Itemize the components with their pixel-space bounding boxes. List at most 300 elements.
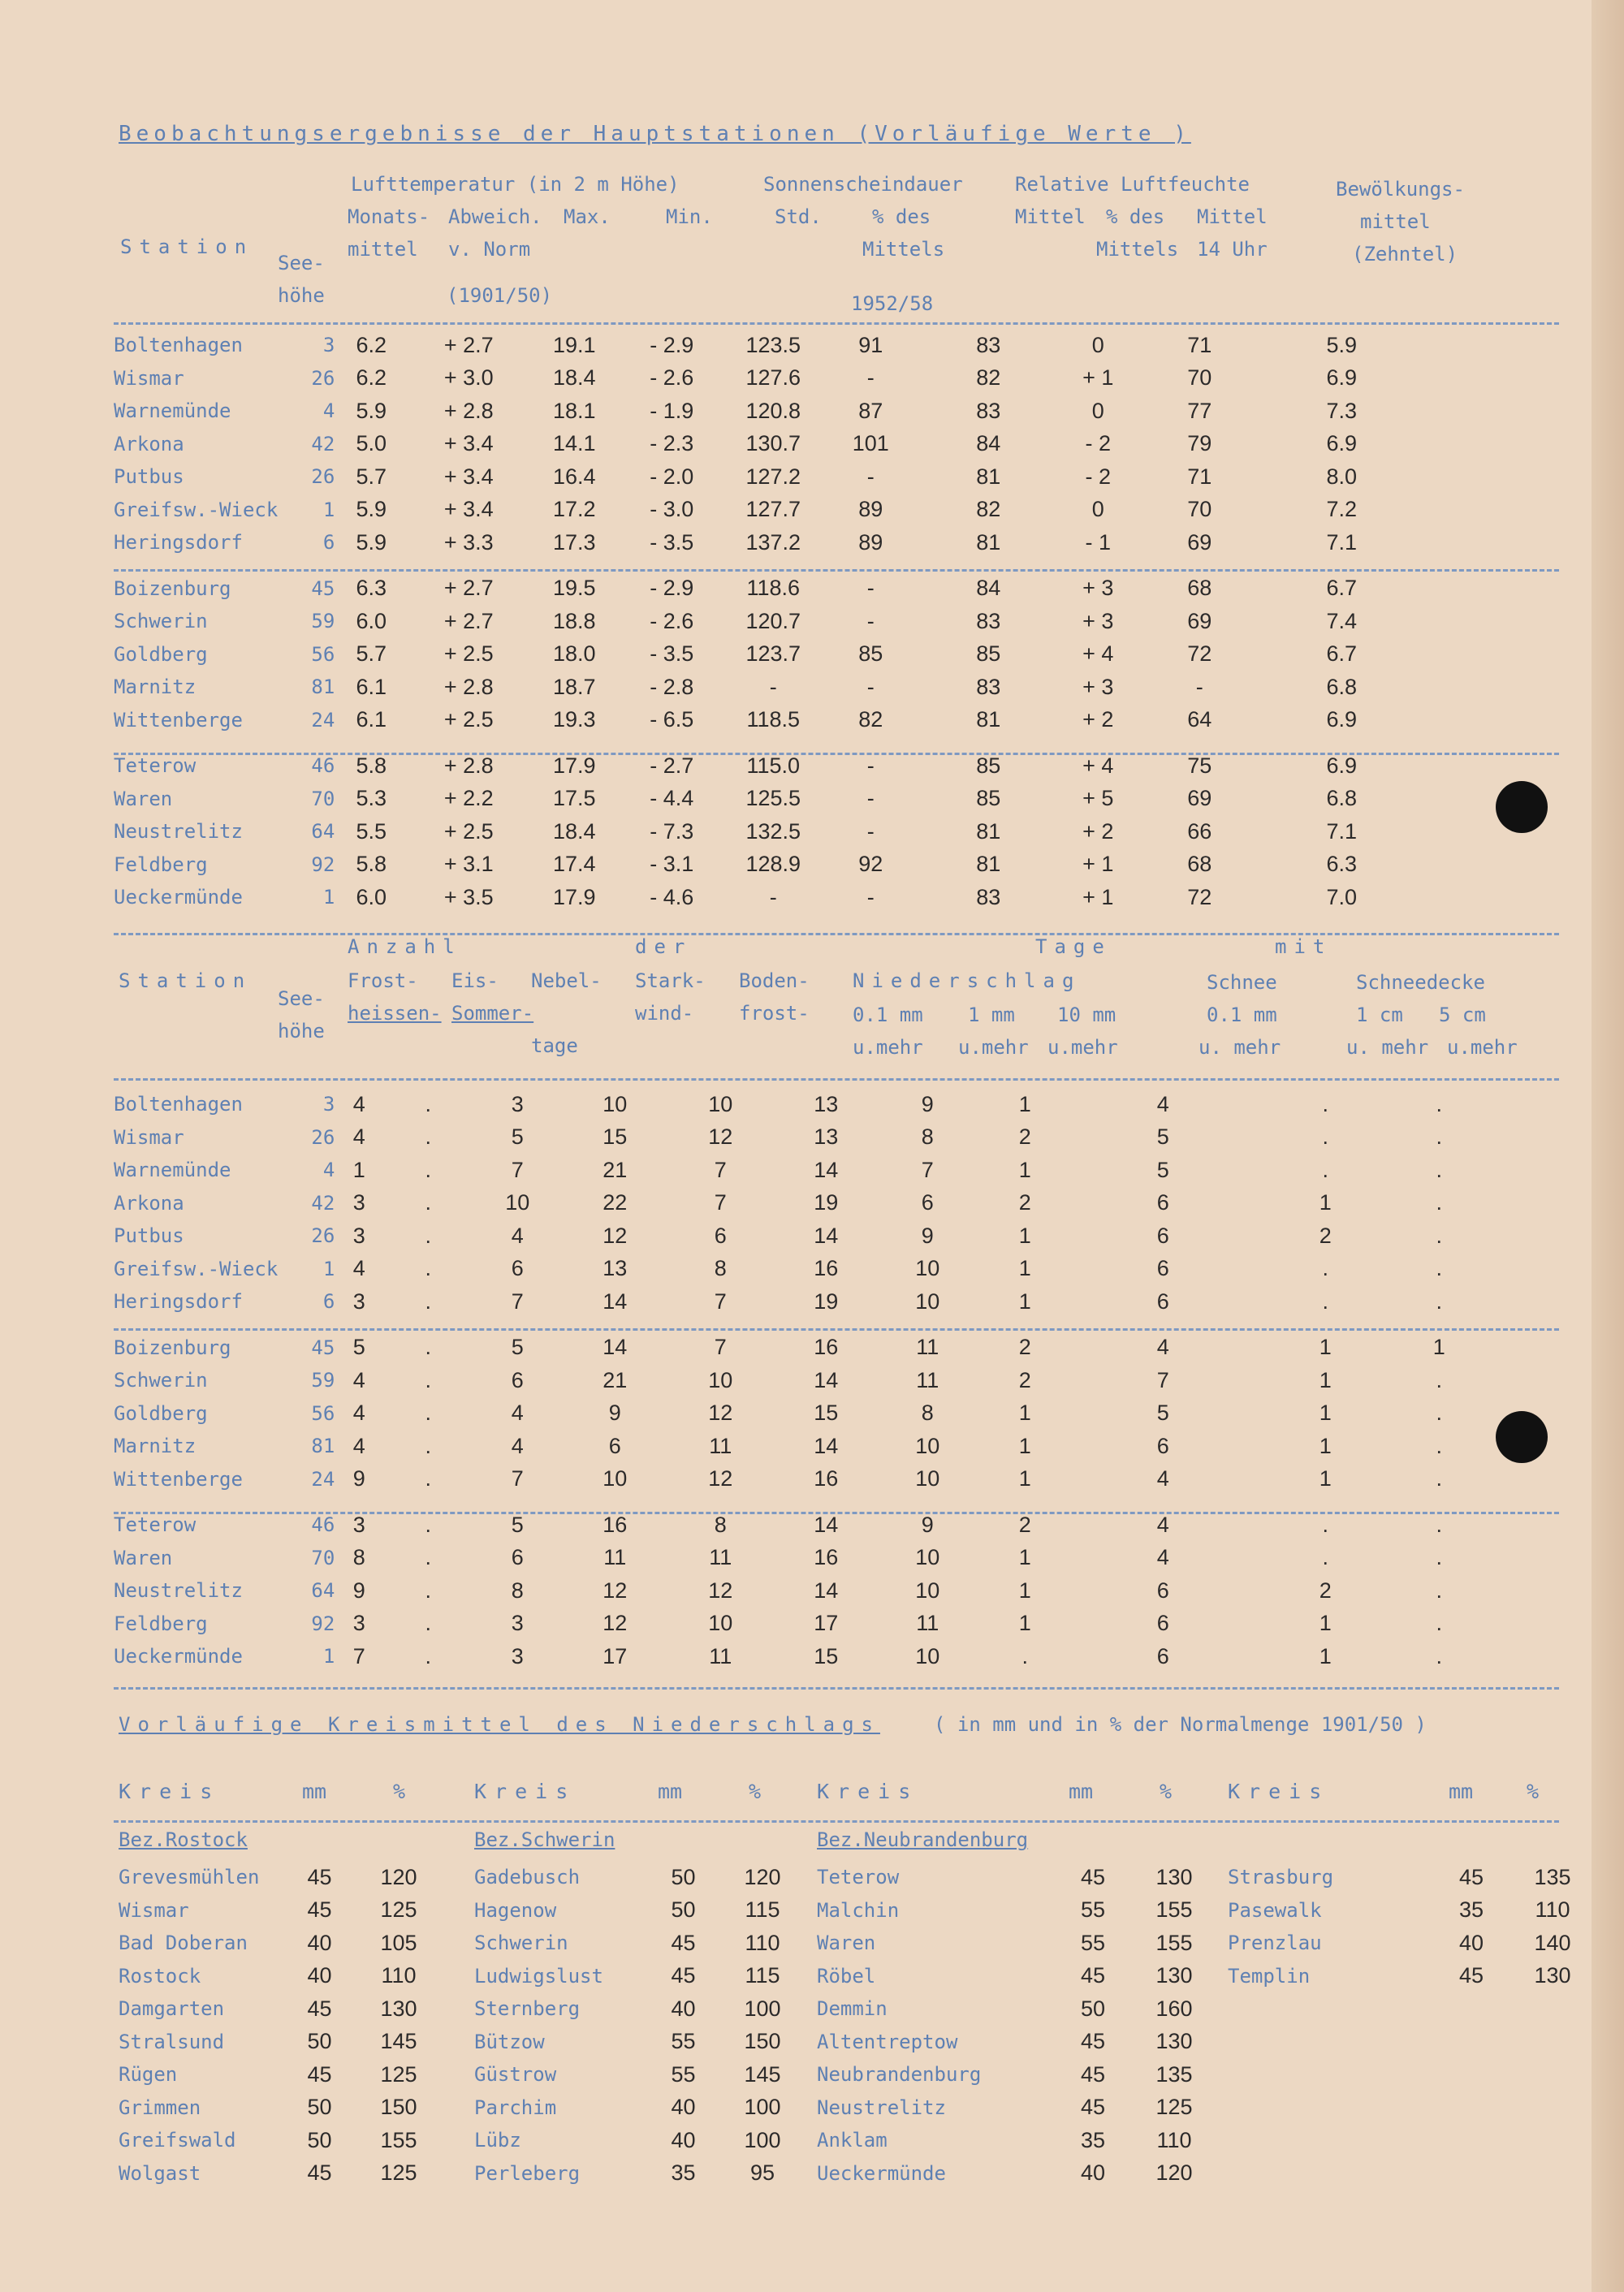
schneedecke-5cm: . [1436,1091,1443,1116]
sonnenschein-pct: 101 [852,431,889,456]
station-header: Station [120,235,254,258]
nebeltage: 7 [511,1466,524,1491]
abweichung: + 2.2 [443,786,494,811]
bewoelkung: 6.3 [1326,852,1358,877]
schnee-tage: 5 [1156,1124,1169,1150]
niederschlag-01mm: 14 [814,1223,839,1248]
stark-header-2: wind- [635,1002,694,1025]
monatsmittel: 6.1 [356,674,387,699]
rel-feuchte-mittel: 81 [976,529,1001,555]
kreis-name: Wismar [119,1898,189,1922]
max: 19.3 [553,707,596,732]
sonnenschein-pct: - [866,608,875,633]
abweichung: + 2.5 [443,707,494,732]
schneedecke-1cm: 1 [1319,1367,1332,1392]
rel-feuchte-mittel: 85 [976,641,1001,667]
monats-header-1: Monats- [348,205,430,228]
rel-feuchte-pct: + 1 [1082,852,1114,877]
sonnenschein-pct: - [866,818,875,844]
table-row [114,605,1423,638]
station-name: Teterow [114,1513,197,1537]
station-name: Marnitz [114,676,197,699]
bodenfrosttage: 10 [708,1091,733,1116]
list-item [119,1927,439,1960]
kreis-name: Röbel [817,1964,876,1988]
rel-pdes-header-1: % des [1106,205,1165,228]
list-item [119,1960,439,1993]
table-row [114,1121,1479,1155]
kreis-mm: 35 [671,2160,696,2186]
station-name: Putbus [114,465,184,489]
list-item [119,2124,439,2157]
seehoehe: 45 [311,1336,335,1359]
kreismittel-subtitle: ( in mm und in % der Normalmenge 1901/50 ) [934,1713,1427,1736]
station-name: Boltenhagen [114,1093,243,1116]
seehoehe: 42 [311,432,335,455]
rel-feuchte-mittel: 81 [976,464,1001,489]
nebel-header-2: tage [531,1034,578,1057]
rel-feuchte-pct: + 1 [1082,884,1114,909]
divider [114,1078,1559,1081]
bodenfrosttage: 10 [708,1611,733,1636]
eistage: . [425,1091,432,1116]
kreis-name: Anklam [817,2129,888,2152]
nebeltage: 6 [511,1256,524,1281]
table-row [114,428,1423,461]
list-item [817,2058,1215,2091]
rel-feuchte-mittel: 85 [976,753,1001,778]
table-row [114,526,1423,559]
d5-header-1: 5 cm [1439,1004,1486,1026]
kreis-mm: 50 [307,2127,332,2152]
sonnenschein-std: 123.7 [745,641,801,667]
bodenfrosttage: 12 [708,1124,733,1150]
table-row [114,671,1423,704]
seehoehe-header-1: See- [278,252,325,274]
abweichung: + 2.7 [443,608,494,633]
schneedecke-5cm: . [1436,1512,1443,1537]
list-item [119,1861,439,1894]
kreis-name: Bad Doberan [119,1932,248,1955]
kreis-name: Rostock [119,1964,201,1988]
abweichung: + 3.4 [443,431,494,456]
abweichung: + 2.8 [443,753,494,778]
abweichung: + 3.0 [443,365,494,391]
kreis-pct: 130 [1534,1963,1571,1988]
list-item [817,1861,1215,1894]
temperature-table [114,329,1423,914]
rel-feuchte-pct: 0 [1091,497,1104,522]
kreis-mm: 40 [1080,2160,1106,2186]
rel-humidity-header: Relative Luftfeuchte [1015,173,1250,196]
kreis-pct: 140 [1534,1930,1571,1955]
mittel14-header-1: Mittel [1197,205,1268,228]
kreis-mm: 45 [307,1897,332,1923]
list-item [119,2091,439,2125]
min: - 2.3 [650,431,694,456]
kreis-pct: 130 [1155,1864,1193,1889]
divider [114,322,1559,325]
nebel-header-1: Nebel- [531,969,602,992]
sonnenschein-pct: 89 [858,529,883,555]
eistage: . [425,1223,432,1248]
frosttage: 4 [352,1367,365,1392]
max: 14.1 [553,431,596,456]
table-row [114,1154,1479,1187]
eis-header: Eis- [451,969,499,992]
kreis-name: Parchim [474,2096,557,2119]
table-row [114,494,1423,527]
kreis-mm: 40 [671,2095,696,2120]
eistage: . [425,1335,432,1360]
mittel14-header-2: 14 Uhr [1197,238,1268,261]
max: 18.4 [553,365,596,391]
eistage: . [425,1288,432,1314]
feuchte-14uhr: 68 [1187,852,1212,877]
abweichung: + 2.5 [443,818,494,844]
n1-header-1: 1 mm [968,1004,1015,1026]
kreis-name: Stralsund [119,2030,225,2053]
schneedecke-1cm: . [1322,1091,1329,1116]
eistage: . [425,1190,432,1215]
sonnenschein-std: 127.2 [745,464,801,489]
pct-header-1: % [393,1780,406,1803]
kreis-pct: 115 [745,1897,780,1923]
niederschlag-01mm: 13 [814,1124,839,1150]
abweichung: + 3.4 [443,497,494,522]
niederschlag-01mm: 14 [814,1157,839,1182]
seehoehe: 45 [311,576,335,600]
mm-header-2: mm [658,1780,683,1803]
station-name: Heringsdorf [114,1290,243,1314]
seehoehe: 26 [311,1125,335,1149]
schnee-tage: 6 [1156,1643,1169,1668]
station-name: Arkona [114,432,184,455]
station-name: Arkona [114,1191,184,1215]
seehoehe: 92 [311,1612,335,1635]
kreis-name: Gadebusch [474,1866,581,1889]
station-name: Boizenburg [114,576,231,600]
list-item [119,1992,439,2026]
frosttage: 3 [352,1611,365,1636]
frosttage: 4 [352,1401,365,1426]
kreis-mm: 35 [1080,2127,1106,2152]
kreis-name: Ludwigslust [474,1964,603,1988]
kreis-column [474,1828,803,2190]
seehoehe: 1 [322,498,335,521]
abweichung: + 2.8 [443,674,494,699]
niederschlag-1mm: 9 [921,1512,934,1537]
station-name: Ueckermünde [114,1645,243,1668]
abweichung: + 3.4 [443,464,494,489]
bodenfrosttage: 10 [708,1367,733,1392]
schnee-tage: 4 [1156,1545,1169,1570]
schnee-tage: 5 [1156,1157,1169,1182]
sonnenschein-std: 118.6 [746,576,801,601]
sonnenschein-pct: 87 [858,398,883,423]
niederschlag-01mm: 14 [814,1578,839,1603]
kreis-mm: 50 [1080,1996,1106,2021]
kreis-name: Prenzlau [1228,1932,1322,1955]
kreis-mm: 55 [671,2029,696,2054]
table-row [114,362,1423,395]
schnee-header-1: Schnee [1207,971,1277,994]
table-row [114,1463,1479,1496]
kreis-name: Perleberg [474,2161,581,2185]
kreis-pct: 150 [744,2029,781,2054]
bew-header-1: Bewölkungs- [1336,178,1465,201]
niederschlag-1mm: 9 [921,1223,934,1248]
frosttage: 3 [352,1190,365,1215]
kreis-pct: 125 [380,2061,417,2087]
station-name: Waren [114,787,173,810]
starkwindtage: 16 [603,1512,628,1537]
niederschlag-10mm: 1 [1018,1288,1031,1314]
table-row [114,704,1423,737]
sonnenschein-std: 137.2 [745,529,801,555]
lufttemp-header: Lufttemperatur (in 2 m Höhe) [351,173,680,196]
frosttage: 8 [352,1545,365,1570]
bewoelkung: 6.8 [1326,786,1358,811]
kreis-mm: 55 [1080,1930,1106,1955]
kreis-pct: 130 [380,1996,417,2021]
table-row [114,572,1423,606]
schneedecke-5cm: . [1436,1367,1443,1392]
niederschlag-1mm: 8 [921,1401,934,1426]
frosttage: 7 [352,1643,365,1668]
niederschlag-1mm: 7 [921,1157,934,1182]
kreis-column [119,1828,439,2190]
kreis-pct: 130 [1155,2029,1193,2054]
days-table [114,1088,1479,1673]
list-item [474,1960,803,1993]
monatsmittel: 5.0 [356,431,387,456]
schnee-tage: 4 [1156,1335,1169,1360]
table-row [114,1542,1479,1575]
starkwindtage: 12 [603,1611,628,1636]
kreis-name: Strasburg [1228,1866,1334,1889]
schnee-tage: 7 [1156,1367,1169,1392]
schneedecke-5cm: 1 [1432,1335,1445,1360]
max: 18.8 [553,608,596,633]
schnee-tage: 6 [1156,1190,1169,1215]
list-item [1228,1960,1593,1993]
abweichung: + 2.5 [443,641,494,667]
kreis-header-4: Kreis [1228,1780,1330,1803]
frosttage: 9 [352,1466,365,1491]
seehoehe2-header-1: See- [278,987,325,1010]
starkwindtage: 12 [603,1223,628,1248]
niederschlag-10mm: 2 [1018,1367,1031,1392]
kreis-mm: 40 [671,1996,696,2021]
kreis-pct: 150 [380,2095,417,2120]
kreis-pct: 120 [1155,2160,1193,2186]
max: 17.4 [553,852,596,877]
tage-header: Tage [1035,935,1112,958]
station-name: Heringsdorf [114,531,243,555]
feuchte-14uhr: 69 [1187,529,1212,555]
feuchte-14uhr: 70 [1187,365,1212,391]
seehoehe: 42 [311,1191,335,1215]
nebeltage: 5 [511,1335,524,1360]
bew-header-3: (Zehntel) [1352,243,1458,265]
list-item [817,1894,1215,1927]
feuchte-14uhr: 68 [1187,576,1212,601]
bewoelkung: 7.3 [1326,398,1358,423]
frosttage: 3 [352,1223,365,1248]
bodenfrosttage: 11 [709,1545,732,1570]
max: 18.1 [553,398,596,423]
min: - 6.5 [650,707,694,732]
eistage: . [425,1643,432,1668]
frosttage: 3 [352,1288,365,1314]
station-name: Boltenhagen [114,334,243,357]
niederschlag-1mm: 10 [915,1545,940,1570]
list-item [817,2091,1215,2125]
kreis-name: Hagenow [474,1898,557,1922]
kreis-pct: 125 [380,2160,417,2186]
starkwindtage: 15 [603,1124,628,1150]
schneedecke-1cm: 2 [1319,1223,1332,1248]
niederschlag-01mm: 17 [814,1611,839,1636]
starkwindtage: 9 [608,1401,621,1426]
min: - 1.9 [650,398,694,423]
sonnenschein-pct: 85 [858,641,883,667]
feuchte-14uhr: 79 [1187,431,1212,456]
kreis-name: Greifswald [119,2129,236,2152]
niederschlag-01mm: 16 [814,1466,839,1491]
rel-feuchte-mittel: 81 [976,818,1001,844]
bodenfrosttage: 11 [709,1433,732,1458]
feuchte-14uhr: 72 [1187,884,1212,909]
table-row [114,638,1423,671]
min: - 2.7 [650,753,694,778]
seehoehe: 56 [311,1401,335,1425]
table-row [114,1219,1479,1253]
min: - 2.9 [650,332,694,357]
station-name: Warnemünde [114,1159,231,1182]
bewoelkung: 7.2 [1326,497,1358,522]
sommer-header: Sommer- [451,1002,534,1025]
seehoehe: 46 [311,754,335,778]
monatsmittel: 6.2 [356,365,387,391]
table-row [114,1509,1479,1542]
d5-header-2: u.mehr [1447,1036,1518,1059]
niederschlag-10mm: 1 [1018,1157,1031,1182]
table-row [114,1364,1479,1397]
kreis-mm: 45 [671,1930,696,1955]
observation-table [114,166,1559,930]
niederschlag-1mm: 10 [915,1433,940,1458]
schneedecke-5cm: . [1436,1256,1443,1281]
pct-header-2: % [749,1780,762,1803]
list-item [119,2058,439,2091]
station-name: Warnemünde [114,399,231,423]
schneedecke-1cm: 1 [1319,1643,1332,1668]
table-row [114,1430,1479,1463]
niederschlag-10mm: 1 [1018,1578,1031,1603]
sonnenschein-std: 120.7 [745,608,801,633]
table-row [114,749,1423,783]
rel-pdes-header-2: Mittels [1096,238,1179,261]
table-row [114,815,1423,848]
niederschlag-01mm: 16 [814,1256,839,1281]
kreis-header-1: Kreis [119,1780,221,1803]
seehoehe: 26 [311,1224,335,1248]
schnee-tage: 6 [1156,1223,1169,1248]
kreis-pct: 120 [380,1864,417,1889]
kreis-name: Lübz [474,2129,521,2152]
schneedecke-5cm: . [1436,1545,1443,1570]
seehoehe: 1 [322,886,335,909]
kreis-mm: 40 [1458,1930,1484,1955]
sonnenschein-std: 118.5 [746,707,801,732]
schneedecke-1cm: 1 [1319,1611,1332,1636]
rel-feuchte-pct: 0 [1091,332,1104,357]
list-item [474,2124,803,2157]
bewoelkung: 6.7 [1326,576,1358,601]
niederschlag-1mm: 10 [915,1466,940,1491]
niederschlag-1mm: 10 [915,1578,940,1603]
rel-feuchte-mittel: 82 [976,365,1001,391]
bodenfrosttage: 11 [709,1643,732,1668]
starkwindtage: 14 [603,1288,628,1314]
schneedecke-5cm: . [1436,1288,1443,1314]
frost-header-2: heissen- [348,1002,442,1025]
seehoehe: 46 [311,1513,335,1537]
starkwindtage: 21 [603,1367,628,1392]
max: 16.4 [553,464,596,489]
station-name: Ueckermünde [114,886,243,909]
schnee-tage: 5 [1156,1401,1169,1426]
kreis-mm: 45 [1080,2029,1106,2054]
kreis-name: Damgarten [119,1997,225,2021]
min: - 2.6 [650,608,694,633]
station-header-2: Station [119,969,253,992]
kreis-mm: 45 [1080,1864,1106,1889]
schneedecke-1cm: 1 [1319,1466,1332,1491]
mm-header-1: mm [302,1780,327,1803]
kreis-pct: 145 [744,2061,781,2087]
seehoehe: 59 [311,610,335,633]
sonnenschein-std: - [769,674,777,699]
eistage: . [425,1512,432,1537]
schneedecke-1cm: . [1322,1157,1329,1182]
frosttage: 4 [352,1124,365,1150]
rel-feuchte-mittel: 81 [976,707,1001,732]
sonnenschein-std: - [769,884,777,909]
rel-feuchte-pct: + 3 [1082,674,1114,699]
table-row [114,1397,1479,1431]
kreis-pct: 155 [1155,1897,1193,1923]
seehoehe2-header-2: höhe [278,1020,325,1042]
niederschlag-10mm: 1 [1018,1223,1031,1248]
frosttage: 3 [352,1512,365,1537]
table-row [114,1187,1479,1220]
max: 19.1 [553,332,596,357]
table-row [114,1285,1479,1319]
bodenfrosttage: 7 [714,1288,727,1314]
nebeltage: 4 [511,1401,524,1426]
table-row [114,329,1423,362]
max-header: Max. [564,205,611,228]
kreis-name: Grimmen [119,2096,201,2119]
starkwindtage: 10 [603,1091,628,1116]
eistage: . [425,1124,432,1150]
d1-header-2: u. mehr [1346,1036,1429,1059]
list-item [817,1927,1215,1960]
sonnenschein-pct: - [866,674,875,699]
